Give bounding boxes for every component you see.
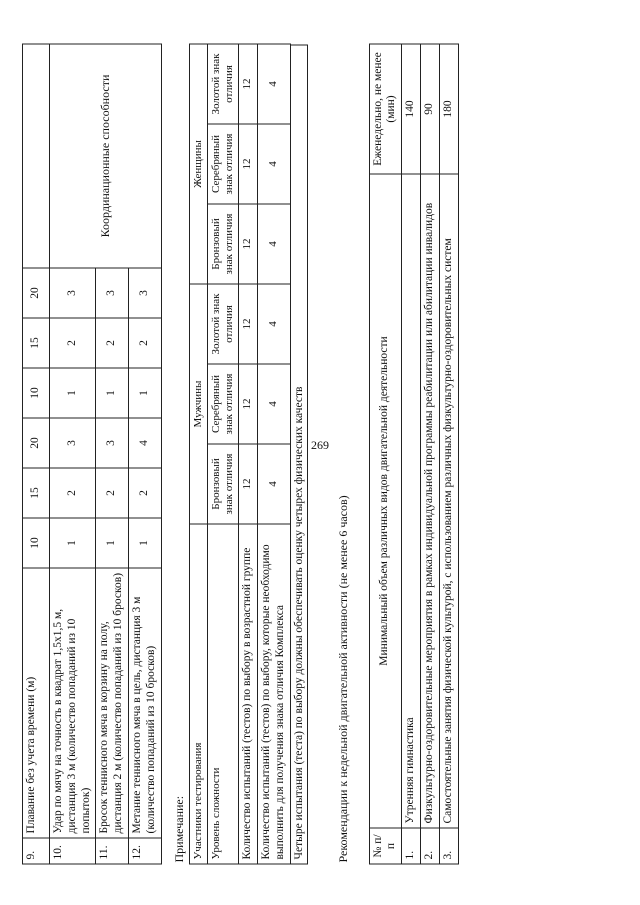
cell-value: 3 [128,268,161,318]
cell-value: 12 [239,444,258,524]
cell-value: 1 [50,518,96,568]
badge-header: Серебряный знак отличия [207,124,238,204]
cell-value: 2 [50,468,96,518]
activity-header: Минимальный объем различных видов двигательной деятельности [369,174,402,828]
row-label: Количество испытаний (тестов) по выбору в возрастной группе [239,524,258,864]
level-label: Уровень сложности [207,524,238,864]
cell-value: 20 [23,418,50,468]
table-header-row [369,44,402,864]
table-row [402,44,421,864]
women-label: Женщины [189,44,207,284]
empty-cell [23,44,50,268]
cell-value: 10 [23,368,50,418]
cell-value: 4 [257,44,290,124]
table-row [257,44,290,864]
cell-value: 4 [257,204,290,284]
cell-value: 4 [128,418,161,468]
requirements-table [189,43,291,864]
table-header-row [189,44,207,864]
cell-value: 1 [50,368,96,418]
cell-value: 2 [96,468,129,518]
cell-value: 15 [23,468,50,518]
cell-value: 3 [96,418,129,468]
cell-value: 20 [23,268,50,318]
cell-value: 12 [239,44,258,124]
row-number: 2. [420,828,439,864]
men-label: Мужчины [189,284,207,524]
badge-header: Серебряный знак отличия [207,364,238,444]
cell-value: 4 [257,444,290,524]
activity-table [369,44,459,865]
test-name: Метание теннисного мяча в цель, дистанция 3 м (количество попаданий из 10 бросков) [128,568,161,838]
cell-value: 12 [239,364,258,444]
test-name: Удар по мячу на точность в квадрат 1,5х1,5 м, дистанция 3 м (количество попаданий из 10 попыток) [50,568,96,838]
cell-value: 15 [23,318,50,368]
row-number: 9. [23,838,50,864]
cell-value: 1 [96,518,129,568]
row-number: 11. [96,838,129,864]
participants-label: Участники тестирования [189,524,207,864]
test-name: Бросок теннисного мяча в корзину на полу, дистанция 2 м (количество попаданий из 10 бросков) [96,568,129,838]
minutes-value: 180 [439,44,458,174]
cell-value: 4 [257,124,290,204]
minutes-value: 140 [402,44,421,174]
cell-value: 12 [239,124,258,204]
table-row [50,44,96,864]
recommendations-title: Рекомендации к недельной двигательной активности (не менее 6 часов) [335,495,350,863]
cell-value: 3 [50,418,96,468]
badge-header: Бронзовый знак отличия [207,444,238,524]
cell-value: 1 [128,368,161,418]
cell-value: 2 [128,318,161,368]
cell-value: 12 [239,284,258,364]
page-number: 269 [311,438,329,452]
table-row [239,44,258,864]
side-note: Координационные способности [50,44,162,268]
table-header-row [207,44,238,864]
cell-value: 2 [50,318,96,368]
row-number: 10. [50,838,96,864]
table-row [439,44,458,864]
cell-value: 2 [128,468,161,518]
row-label: Количество испытаний (тестов) по выбору, которые необходимо выполнить для получения знака отличия Комплекса [257,524,290,864]
tests-table [22,44,162,865]
row-number: 1. [402,828,421,864]
badge-header: Золотой знак отличия [207,284,238,364]
badge-header: Золотой знак отличия [207,44,238,124]
activity-name: Утренняя гимнастика [402,174,421,828]
cell-value: 10 [23,518,50,568]
test-name: Плавание без учета времени (м) [23,568,50,838]
table-row [23,44,50,864]
row-number: 3. [439,828,458,864]
table-row [420,44,439,864]
badge-header: Бронзовый знак отличия [207,204,238,284]
footnote: Четыре испытания (теста) по выбору должны обеспечивать оценку четырех физических качеств [291,45,308,865]
cell-value: 1 [96,368,129,418]
cell-value: 4 [257,284,290,364]
cell-value: 12 [239,204,258,284]
row-number: 12. [128,838,161,864]
note-label: Примечание: [171,795,186,863]
cell-value: 4 [257,364,290,444]
minutes-value: 90 [420,44,439,174]
activity-name: Физкультурно-оздоровительные мероприятия в рамках индивидуальной программы реабилитации или абилитации инвалидов [420,174,439,828]
num-header: № п/п [369,828,402,864]
cell-value: 3 [50,268,96,318]
activity-name: Самостоятельные занятия физической культурой, с использованием различных физкультурно-оздоровительных систем [439,174,458,828]
page-body [22,45,459,865]
cell-value: 2 [96,318,129,368]
cell-value: 3 [96,268,129,318]
time-header: Еженедельно, не менее (мин) [369,44,402,174]
cell-value: 1 [128,518,161,568]
